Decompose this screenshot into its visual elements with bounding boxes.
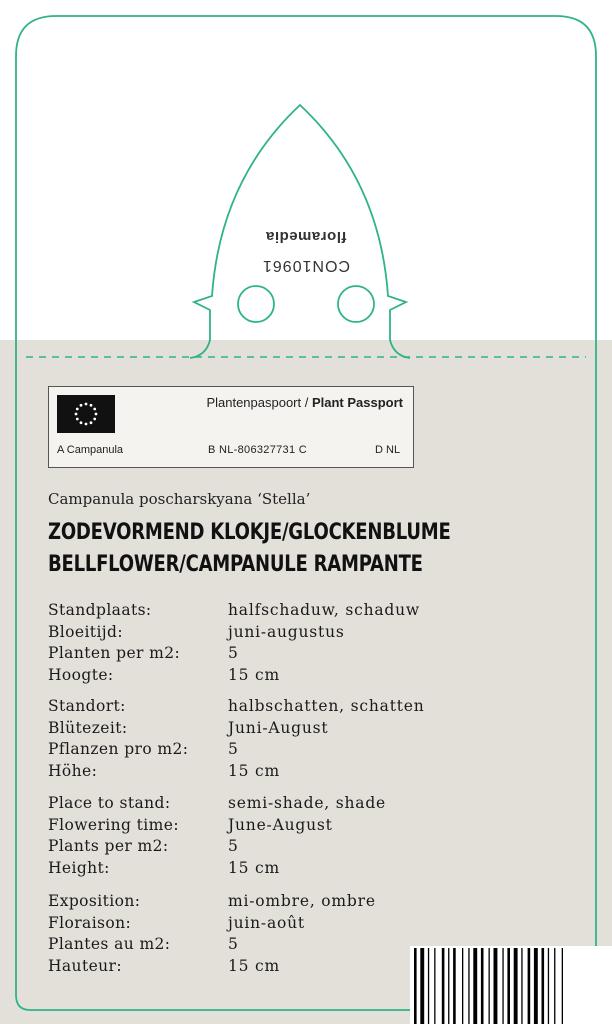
eu-flag-icon <box>57 395 115 433</box>
brand-logo: floramedia <box>265 228 347 245</box>
info-value: juin-août <box>228 913 305 932</box>
barcode-bar <box>453 948 456 1024</box>
info-value: 5 <box>228 644 239 663</box>
barcode-bar <box>468 948 469 1024</box>
passport-field-b: B NL-806327731 C <box>208 444 307 456</box>
barcode-bar <box>442 948 445 1024</box>
barcode-bar <box>554 948 555 1024</box>
barcode-bar <box>448 948 449 1024</box>
info-row <box>48 858 498 880</box>
barcode-bar <box>528 948 531 1024</box>
info-key: Plants per m2: <box>48 837 169 856</box>
info-block-de <box>48 696 498 783</box>
common-name-line-2: BELLFLOWER/CAMPANULE RAMPANTE <box>48 552 423 577</box>
info-value: 15 cm <box>228 666 281 685</box>
passport-title <box>206 395 403 410</box>
info-value: juni-augustus <box>228 622 345 641</box>
barcode-bar <box>514 948 518 1024</box>
info-value: halbschatten, schatten <box>228 697 425 715</box>
info-value: 5 <box>228 935 239 954</box>
hole-left <box>238 286 274 322</box>
info-row <box>48 891 498 913</box>
passport-title-en: Plant Passport <box>311 395 403 410</box>
hole-right <box>338 286 374 322</box>
info-key: Blütezeit: <box>48 718 128 737</box>
passport-title-nl: Plantenpaspoort / <box>206 395 312 410</box>
barcode-bar <box>502 948 503 1024</box>
info-key: Plantes au m2: <box>48 935 171 954</box>
info-value: 15 cm <box>228 762 281 781</box>
info-key: Bloeitijd: <box>48 622 123 641</box>
barcode-bar <box>481 948 484 1024</box>
info-value: semi-shade, shade <box>228 794 387 812</box>
info-key: Standplaats: <box>48 601 152 619</box>
barcode-bar <box>534 948 538 1024</box>
info-key: Standort: <box>48 697 126 715</box>
barcode-bar <box>462 948 463 1024</box>
plant-passport <box>48 386 414 468</box>
info-row <box>48 793 498 815</box>
product-code: CON10961 <box>261 257 351 274</box>
info-value: 15 cm <box>228 859 281 878</box>
info-value: 5 <box>228 740 239 759</box>
info-row <box>48 643 498 665</box>
info-key: Place to stand: <box>48 794 171 812</box>
info-row <box>48 718 498 740</box>
barcode-bar <box>434 948 435 1024</box>
barcode-bar <box>489 948 490 1024</box>
barcode-bar <box>521 948 522 1024</box>
barcode-bar <box>414 948 417 1024</box>
info-row <box>48 815 498 837</box>
info-key: Hoogte: <box>48 666 114 685</box>
barcode-bar <box>542 948 545 1024</box>
info-row <box>48 665 498 687</box>
info-key: Hauteur: <box>48 957 122 976</box>
info-row <box>48 739 498 761</box>
info-key: Exposition: <box>48 892 141 910</box>
info-key: Floraison: <box>48 913 132 932</box>
info-key: Pflanzen pro m2: <box>48 740 189 759</box>
info-row <box>48 696 498 718</box>
info-value: 5 <box>228 837 239 856</box>
barcode-bar <box>428 948 429 1024</box>
barcode <box>410 946 612 1024</box>
info-row <box>48 913 498 935</box>
info-value: Juni-August <box>228 718 329 737</box>
barcode-bar <box>548 948 549 1024</box>
info-block-en <box>48 793 498 880</box>
barcode-bar <box>494 948 498 1024</box>
info-value: mi-ombre, ombre <box>228 892 376 910</box>
barcode-bar <box>420 948 424 1024</box>
info-block-nl <box>48 600 498 687</box>
info-row <box>48 761 498 783</box>
info-row <box>48 600 498 622</box>
barcode-bar <box>473 948 477 1024</box>
info-row <box>48 622 498 644</box>
info-value: June-August <box>228 815 333 834</box>
eu-stars <box>75 403 98 426</box>
info-key: Planten per m2: <box>48 644 181 663</box>
passport-field-d: D NL <box>375 444 401 456</box>
common-name-line-1: ZODEVORMEND KLOKJE/GLOCKENBLUME <box>48 520 451 545</box>
barcode-bar <box>507 948 510 1024</box>
passport-field-a: A Campanula <box>57 444 124 456</box>
info-value: halfschaduw, schaduw <box>228 601 420 619</box>
info-value: 15 cm <box>228 957 281 976</box>
info-row <box>48 836 498 858</box>
info-key: Height: <box>48 859 110 878</box>
info-key: Flowering time: <box>48 815 179 834</box>
barcode-bar <box>562 948 563 1024</box>
info-key: Höhe: <box>48 762 98 781</box>
latin-name: Campanula poscharskyana ‘Stella’ <box>48 490 311 508</box>
